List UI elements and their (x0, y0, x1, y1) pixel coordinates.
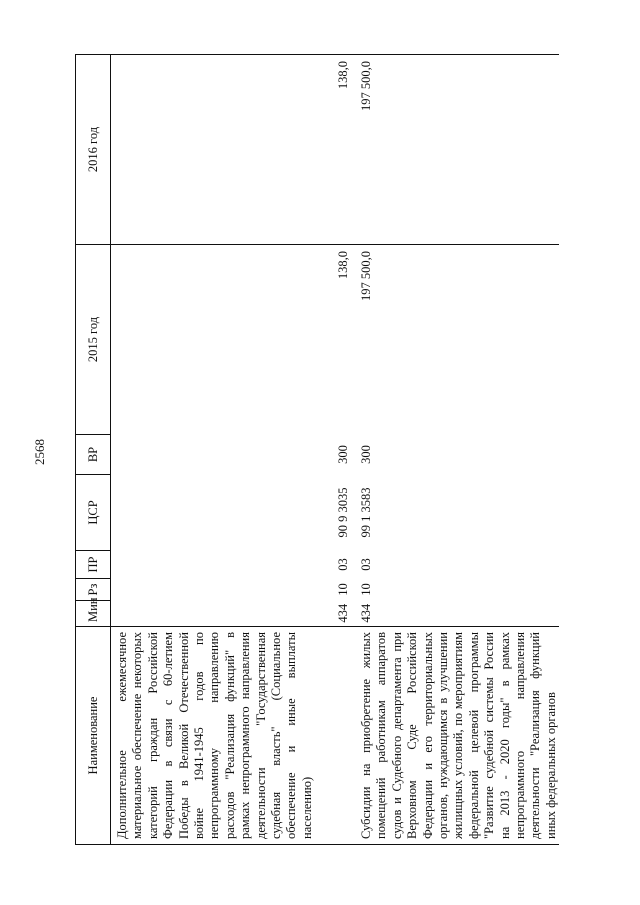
header-min: Мин (76, 601, 111, 627)
row-vr: 300 (336, 445, 350, 464)
row-csr: 90 9 3035 (336, 487, 350, 538)
row-2016: 197 500,0 (355, 55, 559, 245)
row-2016: 138,0 (111, 55, 356, 245)
page-number: 2568 (32, 439, 47, 465)
row-pr: 03 (359, 558, 373, 571)
row-vr: 300 (359, 445, 373, 464)
header-2015: 2015 год (76, 245, 111, 435)
header-rz: Рз (76, 579, 111, 601)
header-name: Наименование (76, 627, 111, 845)
row-2015: 138,0 (336, 251, 350, 280)
header-pr: ПР (76, 551, 111, 579)
table-header-row (76, 55, 111, 845)
budget-table (75, 54, 559, 845)
budget-table-sheet (75, 55, 605, 845)
header-vr: ВР (76, 435, 111, 475)
row-pr: 03 (336, 558, 350, 571)
row-rz: 10 (359, 583, 373, 596)
row-csr: 99 1 3583 (359, 487, 373, 538)
header-2016: 2016 год (76, 55, 111, 245)
row-min: 434 (336, 603, 350, 623)
row-name: Дополнительное ежемесячное материальное обеспечение некоторых категорий граждан Российской Федерации в связи с 60-летием Победы в Великой Отечественной войне 1941-1945 годов по непрограммному направлению расходов "Реализация функций" в рамках непрограммного направления деятельности "Государственная судебная власть" (Социальное обеспечение и иные выплаты населению) (111, 627, 356, 845)
row-name: Субсидии на приобретение жилых помещений работникам аппаратов судов и Судебного департамента при Верховном Суде Российской Федерации и его территориальных органов, нуждающимся в улучшении жилищных условий, по мероприятиям федеральной целевой программы "Развитие судебной системы России на 2013 - 2020 годы" в рамках непрограммного направления деятельности "Реализация функций иных федеральных органов (355, 627, 559, 845)
table-row (111, 55, 356, 845)
row-rz: 10 (336, 583, 350, 596)
header-csr: ЦСР (76, 475, 111, 551)
row-min: 434 (359, 603, 373, 623)
table-row (355, 55, 559, 845)
row-2015: 197 500,0 (359, 251, 373, 301)
